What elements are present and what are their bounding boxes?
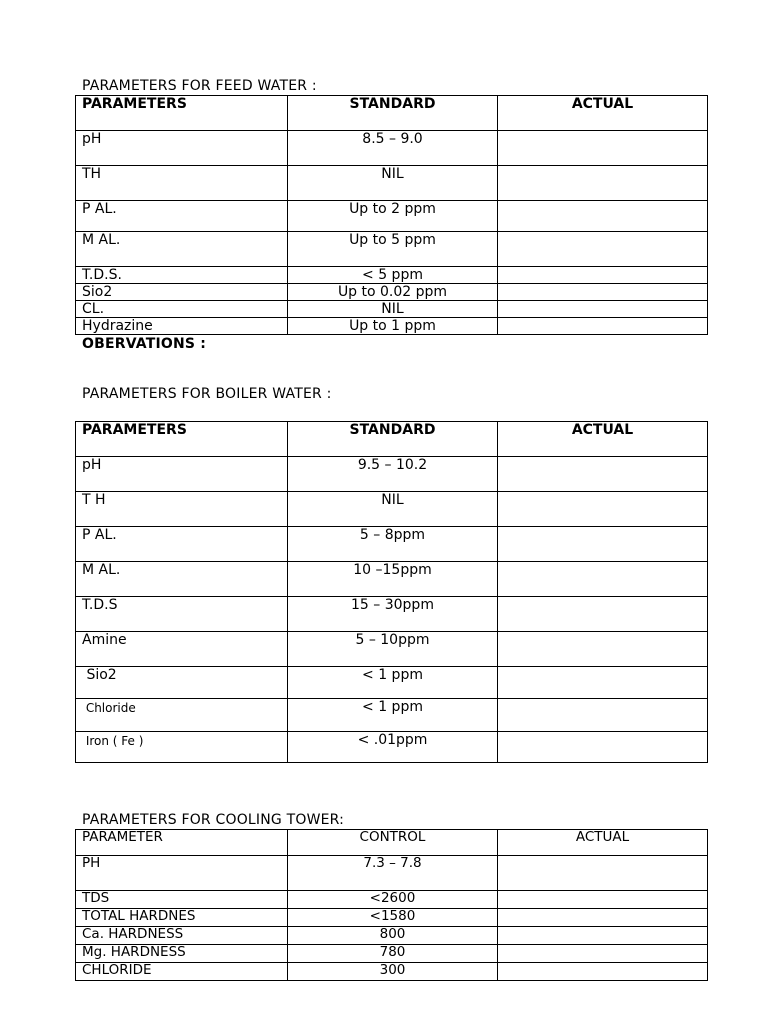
- standard-cell: < 5 ppm: [288, 267, 498, 284]
- standard-cell: 8.5 – 9.0: [288, 131, 498, 166]
- table-row: [76, 232, 708, 267]
- actual-cell[interactable]: [498, 267, 708, 284]
- table-header-row: [76, 830, 708, 856]
- table-header-row: [76, 422, 708, 457]
- standard-cell: Up to 0.02 ppm: [288, 284, 498, 301]
- table-row: [76, 667, 708, 699]
- parameter-cell: M AL.: [76, 562, 288, 597]
- parameter-cell: Chloride: [76, 699, 288, 732]
- parameter-cell: Hydrazine: [76, 318, 288, 335]
- parameter-cell: CHLORIDE: [76, 963, 288, 981]
- actual-cell[interactable]: [498, 632, 708, 667]
- table-row: [76, 318, 708, 335]
- parameter-cell: pH: [76, 131, 288, 166]
- table-row: [76, 457, 708, 492]
- parameter-cell: Amine: [76, 632, 288, 667]
- table-row: [76, 963, 708, 981]
- actual-cell[interactable]: [498, 963, 708, 981]
- actual-cell[interactable]: [498, 667, 708, 699]
- parameter-cell: Iron ( Fe ): [76, 732, 288, 763]
- actual-cell[interactable]: [498, 301, 708, 318]
- table-header-row: [76, 96, 708, 131]
- header-parameter: PARAMETER: [76, 830, 288, 856]
- parameter-cell: T.D.S: [76, 597, 288, 632]
- actual-cell[interactable]: [498, 284, 708, 301]
- parameter-cell: TH: [76, 166, 288, 201]
- table-row: [76, 301, 708, 318]
- actual-cell[interactable]: [498, 732, 708, 763]
- standard-cell: NIL: [288, 301, 498, 318]
- standard-cell: Up to 5 ppm: [288, 232, 498, 267]
- standard-cell: < 1 ppm: [288, 699, 498, 732]
- feed-water-heading: PARAMETERS FOR FEED WATER :: [82, 78, 317, 94]
- standard-cell: NIL: [288, 166, 498, 201]
- standard-cell: 10 –15ppm: [288, 562, 498, 597]
- cooling-tower-table: [75, 829, 708, 981]
- actual-cell[interactable]: [498, 856, 708, 891]
- parameter-cell: P AL.: [76, 527, 288, 562]
- actual-cell[interactable]: [498, 891, 708, 909]
- standard-cell: NIL: [288, 492, 498, 527]
- parameter-cell: T.D.S.: [76, 267, 288, 284]
- parameter-cell: Ca. HARDNESS: [76, 927, 288, 945]
- actual-cell[interactable]: [498, 597, 708, 632]
- table-row: [76, 527, 708, 562]
- standard-cell: < 1 ppm: [288, 667, 498, 699]
- table-row: [76, 699, 708, 732]
- header-actual: ACTUAL: [498, 422, 708, 457]
- actual-cell[interactable]: [498, 166, 708, 201]
- observations-label: OBERVATIONS :: [82, 336, 207, 352]
- table-row: [76, 492, 708, 527]
- feed-water-table: [75, 95, 708, 335]
- actual-cell[interactable]: [498, 457, 708, 492]
- parameter-cell: TDS: [76, 891, 288, 909]
- control-cell: 800: [288, 927, 498, 945]
- actual-cell[interactable]: [498, 131, 708, 166]
- table-row: [76, 732, 708, 763]
- table-row: [76, 284, 708, 301]
- parameter-cell: pH: [76, 457, 288, 492]
- parameter-cell: Sio2: [76, 284, 288, 301]
- control-cell: 300: [288, 963, 498, 981]
- parameter-cell: Mg. HARDNESS: [76, 945, 288, 963]
- standard-cell: Up to 1 ppm: [288, 318, 498, 335]
- standard-cell: 5 – 10ppm: [288, 632, 498, 667]
- control-cell: <2600: [288, 891, 498, 909]
- table-row: [76, 131, 708, 166]
- table-row: [76, 891, 708, 909]
- actual-cell[interactable]: [498, 699, 708, 732]
- control-cell: 780: [288, 945, 498, 963]
- parameter-cell: TOTAL HARDNES: [76, 909, 288, 927]
- cooling-tower-heading: PARAMETERS FOR COOLING TOWER:: [82, 812, 345, 828]
- table-row: [76, 201, 708, 232]
- actual-cell[interactable]: [498, 945, 708, 963]
- actual-cell[interactable]: [498, 562, 708, 597]
- header-parameters: PARAMETERS: [76, 96, 288, 131]
- parameter-cell: M AL.: [76, 232, 288, 267]
- actual-cell[interactable]: [498, 232, 708, 267]
- standard-cell: 9.5 – 10.2: [288, 457, 498, 492]
- table-row: [76, 166, 708, 201]
- table-row: [76, 632, 708, 667]
- actual-cell[interactable]: [498, 201, 708, 232]
- actual-cell[interactable]: [498, 492, 708, 527]
- standard-cell: 5 – 8ppm: [288, 527, 498, 562]
- header-parameters: PARAMETERS: [76, 422, 288, 457]
- table-row: [76, 856, 708, 891]
- parameter-cell: CL.: [76, 301, 288, 318]
- boiler-water-heading: PARAMETERS FOR BOILER WATER :: [82, 386, 332, 402]
- standard-cell: 15 – 30ppm: [288, 597, 498, 632]
- parameter-cell: P AL.: [76, 201, 288, 232]
- standard-cell: Up to 2 ppm: [288, 201, 498, 232]
- actual-cell[interactable]: [498, 318, 708, 335]
- table-row: [76, 909, 708, 927]
- table-row: [76, 562, 708, 597]
- header-standard: STANDARD: [288, 96, 498, 131]
- actual-cell[interactable]: [498, 527, 708, 562]
- table-row: [76, 945, 708, 963]
- control-cell: <1580: [288, 909, 498, 927]
- standard-cell: < .01ppm: [288, 732, 498, 763]
- parameter-cell: Sio2: [76, 667, 288, 699]
- header-control: CONTROL: [288, 830, 498, 856]
- header-actual: ACTUAL: [498, 830, 708, 856]
- parameter-cell: T H: [76, 492, 288, 527]
- header-actual: ACTUAL: [498, 96, 708, 131]
- table-row: [76, 267, 708, 284]
- actual-cell[interactable]: [498, 909, 708, 927]
- header-standard: STANDARD: [288, 422, 498, 457]
- table-row: [76, 927, 708, 945]
- parameter-cell: PH: [76, 856, 288, 891]
- boiler-water-table: [75, 421, 708, 763]
- actual-cell[interactable]: [498, 927, 708, 945]
- table-row: [76, 597, 708, 632]
- control-cell: 7.3 – 7.8: [288, 856, 498, 891]
